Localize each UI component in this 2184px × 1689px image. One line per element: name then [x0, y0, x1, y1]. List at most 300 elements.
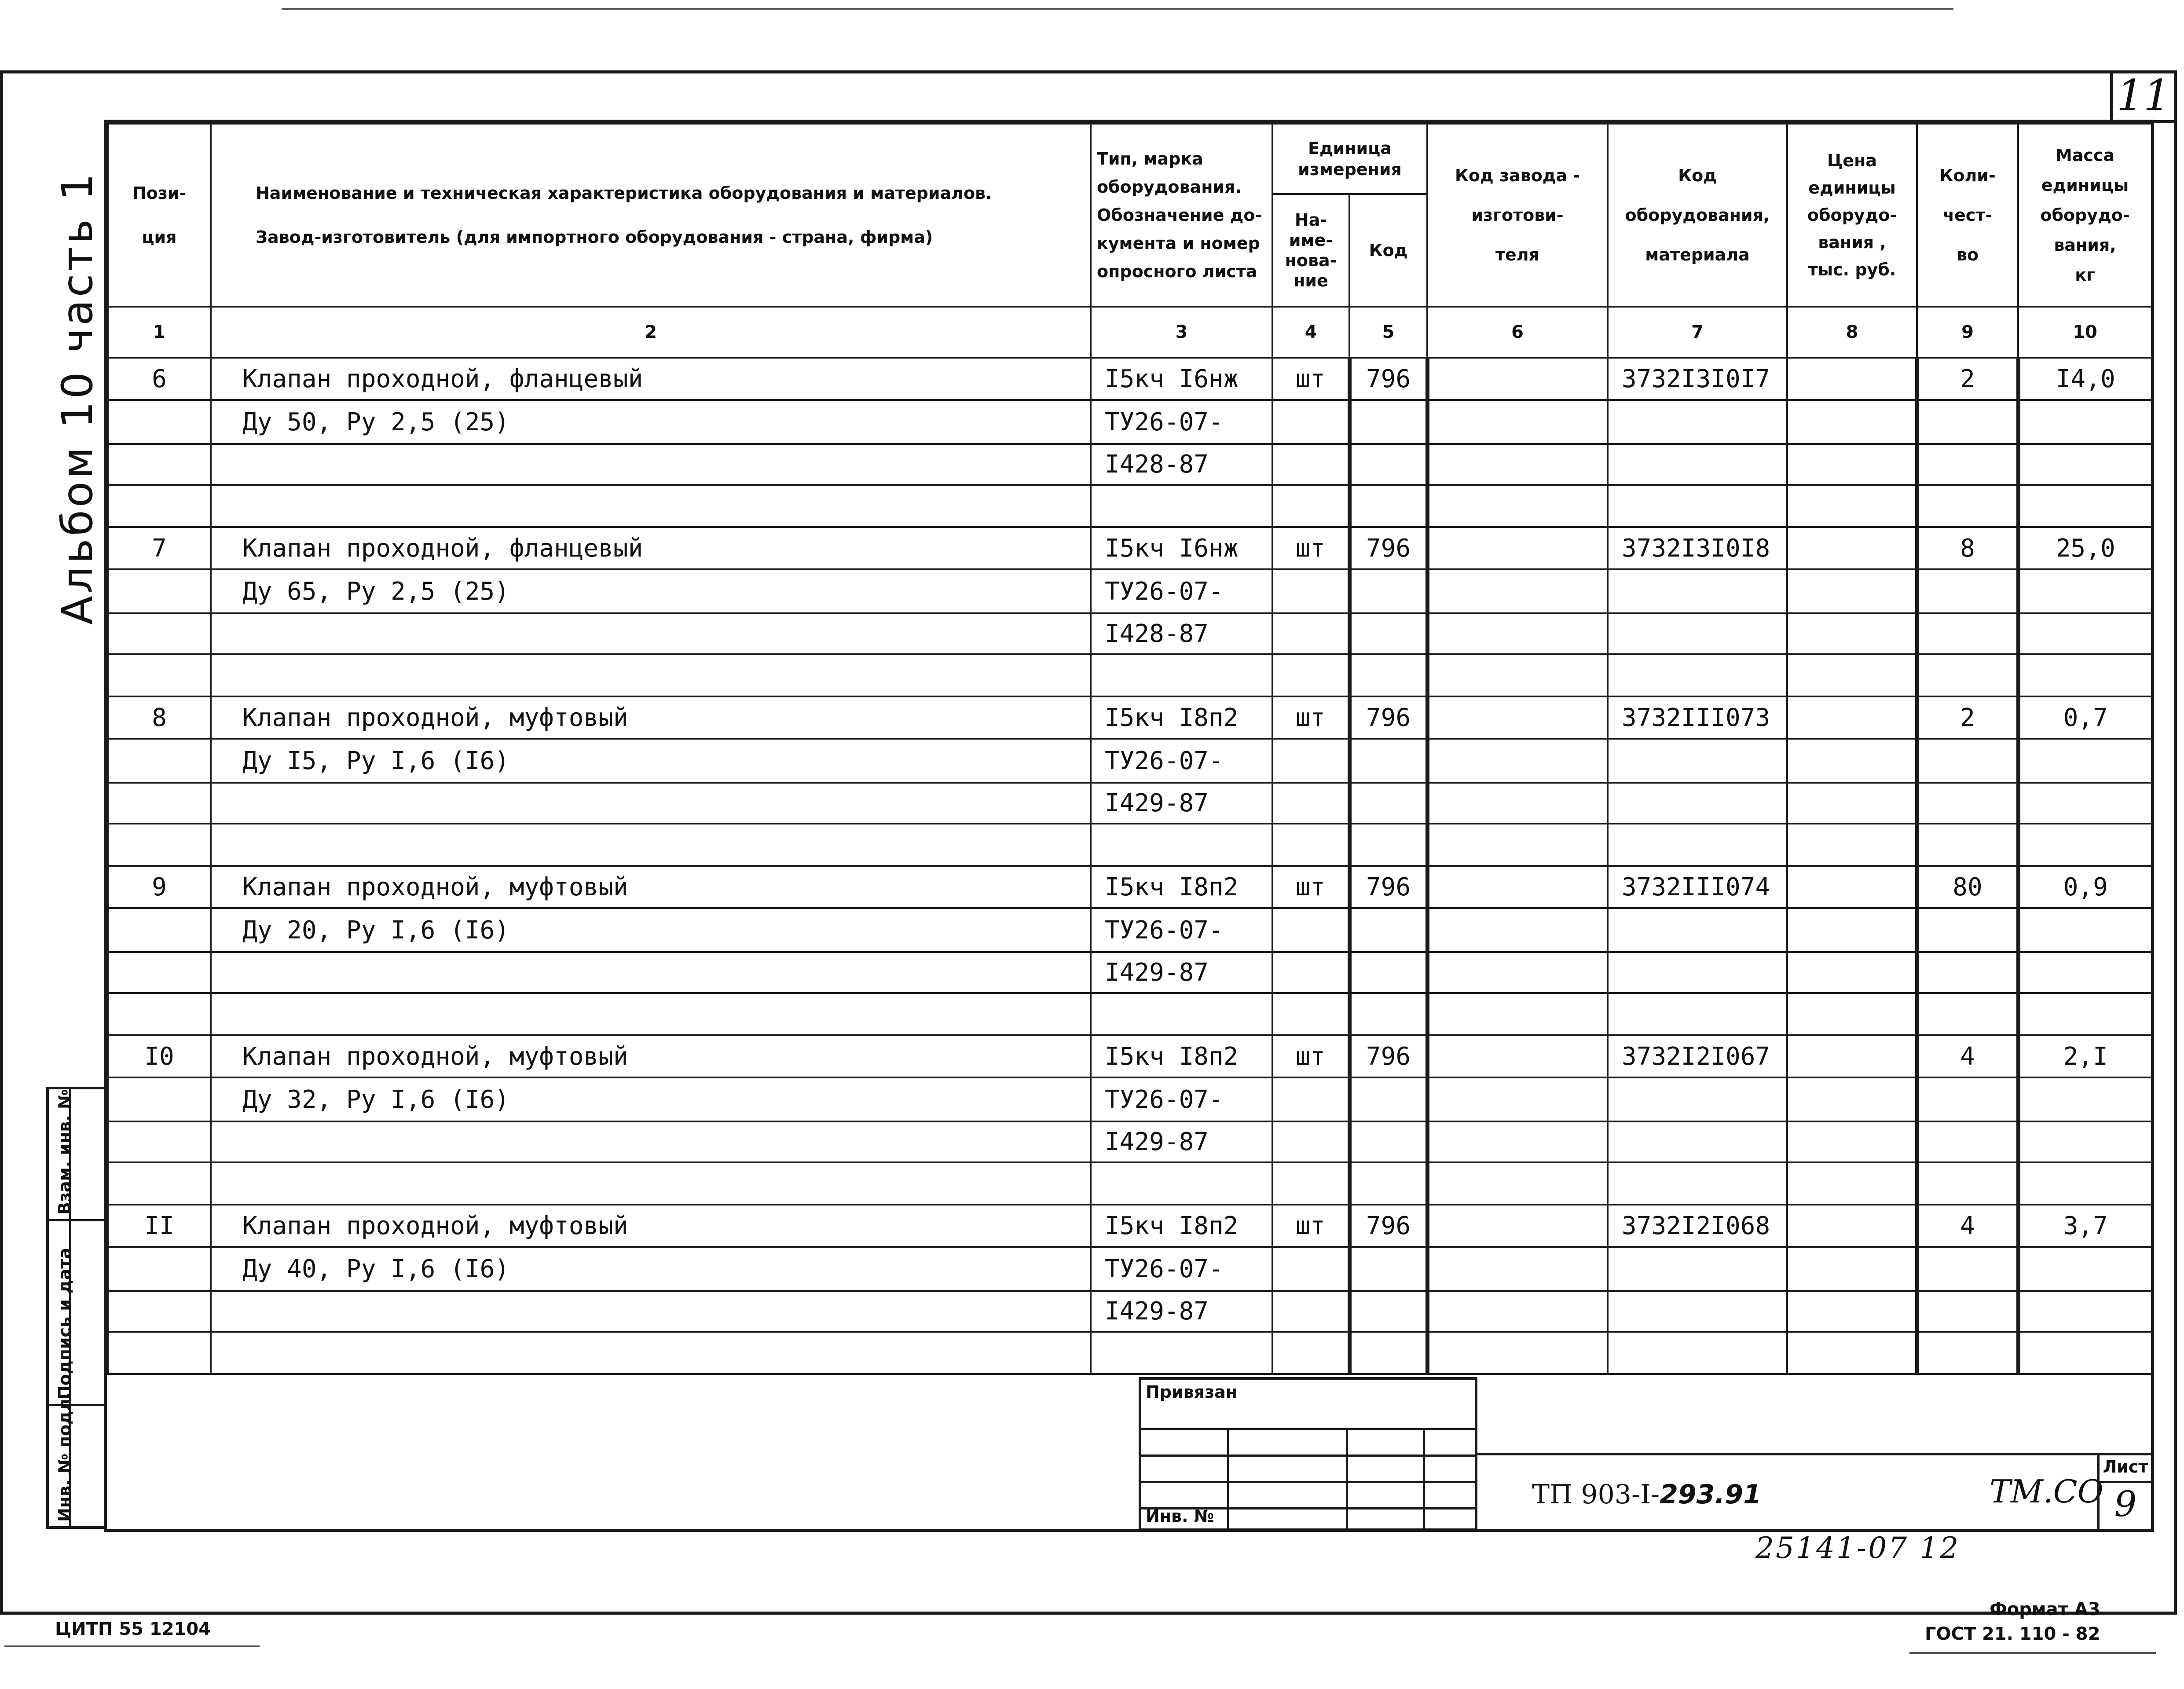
equipment-code-cell	[1608, 400, 1787, 444]
handwritten-note: 25141-07 12	[1755, 1531, 1960, 1565]
item-spec-cell: Ду 50, Ру 2,5 (25)	[211, 400, 1091, 444]
header-name: Наименование и техническая характеристика оборудования и материалов. Завод-изготовитель (для импортного оборудования - страна, фирма)	[211, 124, 1091, 307]
item-spec-cell: Ду I5, Ру I,6 (I6)	[211, 739, 1091, 783]
position-cell	[108, 654, 211, 696]
equipment-code-cell	[1608, 485, 1787, 527]
plant-code-cell	[1427, 866, 1608, 908]
plant-code-cell	[1427, 400, 1608, 444]
item-spec-cell: Ду 20, Ру I,6 (I6)	[211, 908, 1091, 952]
unit-name-cell	[1272, 952, 1349, 993]
bottom-edge-line	[1909, 1652, 2156, 1654]
column-number: 9	[1917, 307, 2018, 358]
item-name-cell	[211, 1291, 1091, 1332]
binding-divider	[1423, 1428, 1425, 1528]
album-caption: Альбом 10 часть 1	[53, 171, 102, 625]
equipment-code-cell	[1608, 824, 1787, 866]
format-label: Формат А3	[1990, 1599, 2100, 1619]
unit-code-cell	[1349, 783, 1427, 824]
table-row	[108, 1121, 2152, 1162]
position-cell: 9	[108, 866, 211, 908]
unit-name-cell	[1272, 444, 1349, 485]
table-row	[108, 613, 2152, 654]
item-name-cell: Клапан проходной, фланцевый	[211, 527, 1091, 569]
quantity-cell: 2	[1917, 696, 2018, 739]
column-number: 10	[2018, 307, 2152, 358]
quantity-cell	[1917, 783, 2018, 824]
equipment-code-cell: 3732I3I0I8	[1608, 527, 1787, 569]
equipment-code-cell: 3732I3I0I7	[1608, 358, 1787, 400]
stamp-label-replace: Взам. инв. №	[55, 1089, 74, 1215]
mass-cell	[2018, 613, 2152, 654]
table-row	[108, 485, 2152, 527]
item-name-cell: Клапан проходной, муфтовый	[211, 1035, 1091, 1077]
column-number: 5	[1349, 307, 1427, 358]
table-row	[108, 783, 2152, 824]
unit-name-cell: шт	[1272, 1205, 1349, 1247]
price-cell	[1787, 908, 1917, 952]
unit-code-cell	[1349, 1332, 1427, 1374]
item-doc-cell: ТУ26-07-	[1091, 400, 1272, 444]
equipment-code-cell	[1608, 1247, 1787, 1291]
table-row	[108, 358, 2152, 400]
item-name-cell	[211, 952, 1091, 993]
position-cell	[108, 569, 211, 613]
unit-name-cell	[1272, 400, 1349, 444]
header-price: Цена единицы оборудо- вания , тыс. руб.	[1787, 124, 1917, 307]
item-doc-cell	[1091, 654, 1272, 696]
quantity-cell	[1917, 1291, 2018, 1332]
unit-code-cell	[1349, 613, 1427, 654]
plant-code-cell	[1427, 485, 1608, 527]
equipment-code-cell	[1608, 1162, 1787, 1205]
position-cell: II	[108, 1205, 211, 1247]
unit-code-cell	[1349, 654, 1427, 696]
quantity-cell	[1917, 485, 2018, 527]
table-row	[108, 993, 2152, 1035]
plant-code-cell	[1427, 1291, 1608, 1332]
unit-code-cell	[1349, 1162, 1427, 1205]
table-row	[108, 1077, 2152, 1121]
document-suffix: ТМ.СО	[1990, 1473, 2103, 1510]
binding-title: Привязан	[1146, 1382, 1238, 1402]
sheet-label: Лист	[2100, 1453, 2151, 1483]
unit-name-cell	[1272, 613, 1349, 654]
header-plant-code: Код завода - изготови- теля	[1427, 124, 1608, 307]
item-name-cell	[211, 783, 1091, 824]
price-cell	[1787, 400, 1917, 444]
document-prefix: ТП 903-I-	[1532, 1479, 1660, 1510]
equipment-code-cell	[1608, 783, 1787, 824]
binding-divider	[1227, 1428, 1229, 1528]
header-type: Тип, марка оборудования. Обозначение до- кумента и номер опросного листа	[1091, 124, 1272, 307]
price-cell	[1787, 485, 1917, 527]
item-doc-cell: I429-87	[1091, 952, 1272, 993]
item-doc-cell: ТУ26-07-	[1091, 1247, 1272, 1291]
item-doc-cell: I428-87	[1091, 613, 1272, 654]
equipment-code-cell: 3732I2I067	[1608, 1035, 1787, 1077]
price-cell	[1787, 1162, 1917, 1205]
table-row	[108, 1162, 2152, 1205]
quantity-cell	[1917, 824, 2018, 866]
quantity-cell	[1917, 1162, 2018, 1205]
plant-code-cell	[1427, 1247, 1608, 1291]
price-cell	[1787, 527, 1917, 569]
position-cell: I0	[108, 1035, 211, 1077]
quantity-cell	[1917, 569, 2018, 613]
position-cell	[108, 400, 211, 444]
unit-code-cell	[1349, 400, 1427, 444]
table-row	[108, 1332, 2152, 1374]
mass-cell	[2018, 1291, 2152, 1332]
header-unit-group: Единица измерения	[1272, 124, 1427, 194]
table-row	[108, 654, 2152, 696]
table-row	[108, 739, 2152, 783]
unit-name-cell	[1272, 783, 1349, 824]
position-cell	[108, 783, 211, 824]
equipment-code-cell	[1608, 654, 1787, 696]
unit-code-cell	[1349, 444, 1427, 485]
mass-cell	[2018, 485, 2152, 527]
plant-code-cell	[1427, 824, 1608, 866]
item-type-cell: I5кч I6нж	[1091, 358, 1272, 400]
mass-cell	[2018, 1247, 2152, 1291]
plant-code-cell	[1427, 739, 1608, 783]
unit-name-cell	[1272, 485, 1349, 527]
price-cell	[1787, 783, 1917, 824]
item-name-cell	[211, 654, 1091, 696]
mass-cell	[2018, 783, 2152, 824]
quantity-cell	[1917, 400, 2018, 444]
item-spec-cell: Ду 65, Ру 2,5 (25)	[211, 569, 1091, 613]
equipment-code-cell	[1608, 1077, 1787, 1121]
plant-code-cell	[1427, 1332, 1608, 1374]
top-edge-line	[282, 8, 1953, 10]
item-type-cell: I5кч I8п2	[1091, 866, 1272, 908]
bottom-edge-line	[4, 1645, 260, 1647]
position-cell	[108, 952, 211, 993]
position-cell	[108, 824, 211, 866]
plant-code-cell	[1427, 1035, 1608, 1077]
item-name-cell: Клапан проходной, муфтовый	[211, 1205, 1091, 1247]
price-cell	[1787, 952, 1917, 993]
item-doc-cell: ТУ26-07-	[1091, 739, 1272, 783]
price-cell	[1787, 1332, 1917, 1374]
price-cell	[1787, 993, 1917, 1035]
table-row	[108, 696, 2152, 739]
plant-code-cell	[1427, 444, 1608, 485]
table-row	[108, 866, 2152, 908]
mass-cell	[2018, 1077, 2152, 1121]
header-position: Пози- ция	[108, 124, 211, 307]
position-cell	[108, 739, 211, 783]
position-cell	[108, 1247, 211, 1291]
unit-name-cell	[1272, 739, 1349, 783]
header-mass: Масса единицы оборудо- вания, кг	[2018, 124, 2152, 307]
mass-cell	[2018, 739, 2152, 783]
quantity-cell: 8	[1917, 527, 2018, 569]
item-doc-cell	[1091, 824, 1272, 866]
binding-inventory: Инв. №	[1146, 1506, 1214, 1526]
sheet-box	[2097, 1453, 2151, 1531]
table-row	[108, 952, 2152, 993]
unit-name-cell	[1272, 1162, 1349, 1205]
mass-cell	[2018, 908, 2152, 952]
item-name-cell: Клапан проходной, муфтовый	[211, 696, 1091, 739]
quantity-cell	[1917, 908, 2018, 952]
item-name-cell	[211, 1332, 1091, 1374]
unit-name-cell	[1272, 1291, 1349, 1332]
item-name-cell	[211, 1121, 1091, 1162]
table-row	[108, 1035, 2152, 1077]
mass-cell	[2018, 993, 2152, 1035]
unit-code-cell	[1349, 908, 1427, 952]
plant-code-cell	[1427, 908, 1608, 952]
price-cell	[1787, 696, 1917, 739]
item-doc-cell: I429-87	[1091, 783, 1272, 824]
equipment-code-cell	[1608, 993, 1787, 1035]
price-cell	[1787, 1035, 1917, 1077]
item-doc-cell	[1091, 993, 1272, 1035]
plant-code-cell	[1427, 1077, 1608, 1121]
quantity-cell	[1917, 654, 2018, 696]
item-type-cell: I5кч I6нж	[1091, 527, 1272, 569]
equipment-code-cell	[1608, 613, 1787, 654]
stamp-label-inventory: Инв. № подл.	[55, 1392, 74, 1522]
item-spec-cell: Ду 40, Ру I,6 (I6)	[211, 1247, 1091, 1291]
unit-code-cell: 796	[1349, 1205, 1427, 1247]
item-name-cell	[211, 485, 1091, 527]
price-cell	[1787, 569, 1917, 613]
equipment-code-cell	[1608, 444, 1787, 485]
mass-cell	[2018, 824, 2152, 866]
unit-name-cell	[1272, 993, 1349, 1035]
unit-code-cell: 796	[1349, 358, 1427, 400]
price-cell	[1787, 444, 1917, 485]
quantity-cell	[1917, 1077, 2018, 1121]
sheet-corner-number: 11	[2110, 70, 2174, 123]
price-cell	[1787, 1077, 1917, 1121]
unit-code-cell	[1349, 1121, 1427, 1162]
column-number: 3	[1091, 307, 1272, 358]
stamp-label-signature: Подпись и дата	[55, 1247, 74, 1400]
column-number: 6	[1427, 307, 1608, 358]
item-doc-cell: I428-87	[1091, 444, 1272, 485]
sheet-value: 9	[2114, 1484, 2137, 1524]
position-cell	[108, 1162, 211, 1205]
item-name-cell	[211, 444, 1091, 485]
equipment-code-cell	[1608, 569, 1787, 613]
mass-cell: 0,9	[2018, 866, 2152, 908]
position-cell	[108, 1121, 211, 1162]
position-cell	[108, 908, 211, 952]
footer-right	[1925, 1597, 2100, 1646]
mass-cell: 3,7	[2018, 1205, 2152, 1247]
table-row	[108, 400, 2152, 444]
price-cell	[1787, 654, 1917, 696]
item-doc-cell	[1091, 1332, 1272, 1374]
quantity-cell: 80	[1917, 866, 2018, 908]
unit-code-cell	[1349, 1291, 1427, 1332]
unit-name-cell	[1272, 1247, 1349, 1291]
column-number: 2	[211, 307, 1091, 358]
position-cell	[108, 1332, 211, 1374]
mass-cell	[2018, 400, 2152, 444]
gost-label: ГОСТ 21. 110 - 82	[1925, 1624, 2100, 1644]
quantity-cell	[1917, 952, 2018, 993]
mass-cell	[2018, 952, 2152, 993]
position-cell: 8	[108, 696, 211, 739]
mass-cell	[2018, 444, 2152, 485]
unit-name-cell	[1272, 569, 1349, 613]
item-doc-cell: I429-87	[1091, 1121, 1272, 1162]
unit-name-cell: шт	[1272, 696, 1349, 739]
equipment-code-cell	[1608, 739, 1787, 783]
document-number: 293.91	[1660, 1479, 1762, 1510]
mass-cell: I4,0	[2018, 358, 2152, 400]
unit-name-cell: шт	[1272, 527, 1349, 569]
item-type-cell: I5кч I8п2	[1091, 696, 1272, 739]
unit-code-cell	[1349, 569, 1427, 613]
document-code	[1532, 1479, 1762, 1510]
position-cell	[108, 444, 211, 485]
plant-code-cell	[1427, 527, 1608, 569]
table-row	[108, 1291, 2152, 1332]
table-row	[108, 908, 2152, 952]
equipment-code-cell	[1608, 1121, 1787, 1162]
unit-code-cell	[1349, 1247, 1427, 1291]
side-stamp	[46, 1087, 107, 1529]
unit-code-cell	[1349, 952, 1427, 993]
item-name-cell	[211, 1162, 1091, 1205]
unit-code-cell	[1349, 1077, 1427, 1121]
item-name-cell	[211, 824, 1091, 866]
unit-code-cell: 796	[1349, 527, 1427, 569]
unit-name-cell	[1272, 908, 1349, 952]
item-doc-cell	[1091, 1162, 1272, 1205]
unit-name-cell: шт	[1272, 1035, 1349, 1077]
item-name-cell: Клапан проходной, фланцевый	[211, 358, 1091, 400]
specification-table	[107, 123, 2153, 1375]
unit-name-cell	[1272, 824, 1349, 866]
item-spec-cell: Ду 32, Ру I,6 (I6)	[211, 1077, 1091, 1121]
price-cell	[1787, 1205, 1917, 1247]
unit-code-cell	[1349, 993, 1427, 1035]
header-unit-code: Код	[1349, 194, 1427, 307]
quantity-cell	[1917, 444, 2018, 485]
price-cell	[1787, 1291, 1917, 1332]
item-doc-cell	[1091, 485, 1272, 527]
table-row	[108, 1247, 2152, 1291]
unit-code-cell: 796	[1349, 696, 1427, 739]
unit-name-cell	[1272, 1121, 1349, 1162]
mass-cell	[2018, 1121, 2152, 1162]
item-doc-cell: I429-87	[1091, 1291, 1272, 1332]
quantity-cell	[1917, 1247, 2018, 1291]
binding-stamp	[1139, 1377, 1477, 1531]
price-cell	[1787, 1121, 1917, 1162]
equipment-code-cell: 3732III074	[1608, 866, 1787, 908]
equipment-code-cell	[1608, 952, 1787, 993]
equipment-code-cell: 3732III073	[1608, 696, 1787, 739]
item-name-cell	[211, 613, 1091, 654]
quantity-cell	[1917, 1332, 2018, 1374]
mass-cell	[2018, 569, 2152, 613]
quantity-cell: 4	[1917, 1035, 2018, 1077]
stamp-cell-signature	[49, 1221, 104, 1406]
header-equipment-code: Код оборудования, материала	[1608, 124, 1787, 307]
position-cell	[108, 993, 211, 1035]
mass-cell: 25,0	[2018, 527, 2152, 569]
equipment-code-cell: 3732I2I068	[1608, 1205, 1787, 1247]
quantity-cell: 4	[1917, 1205, 2018, 1247]
stamp-cell-replace	[49, 1089, 104, 1221]
position-cell	[108, 485, 211, 527]
plant-code-cell	[1427, 696, 1608, 739]
equipment-code-cell	[1608, 1332, 1787, 1374]
price-cell	[1787, 613, 1917, 654]
mass-cell: 0,7	[2018, 696, 2152, 739]
unit-name-cell: шт	[1272, 866, 1349, 908]
equipment-code-cell	[1608, 908, 1787, 952]
footer-left: ЦИТП 55 12104	[55, 1619, 211, 1639]
unit-code-cell	[1349, 824, 1427, 866]
position-cell	[108, 1077, 211, 1121]
unit-code-cell: 796	[1349, 1035, 1427, 1077]
quantity-cell	[1917, 1121, 2018, 1162]
binding-divider	[1346, 1428, 1348, 1528]
table-row	[108, 527, 2152, 569]
plant-code-cell	[1427, 993, 1608, 1035]
item-type-cell: I5кч I8п2	[1091, 1205, 1272, 1247]
column-number: 7	[1608, 307, 1787, 358]
item-doc-cell: ТУ26-07-	[1091, 1077, 1272, 1121]
item-type-cell: I5кч I8п2	[1091, 1035, 1272, 1077]
item-doc-cell: ТУ26-07-	[1091, 908, 1272, 952]
price-cell	[1787, 866, 1917, 908]
plant-code-cell	[1427, 1162, 1608, 1205]
column-number: 8	[1787, 307, 1917, 358]
header-unit-name: На- име- нова- ние	[1272, 194, 1349, 307]
unit-code-cell: 796	[1349, 866, 1427, 908]
price-cell	[1787, 358, 1917, 400]
plant-code-cell	[1427, 613, 1608, 654]
column-number: 1	[108, 307, 211, 358]
plant-code-cell	[1427, 358, 1608, 400]
table-row	[108, 444, 2152, 485]
table-row	[108, 824, 2152, 866]
mass-cell	[2018, 654, 2152, 696]
unit-name-cell	[1272, 654, 1349, 696]
position-cell	[108, 1291, 211, 1332]
title-block	[1475, 1453, 2151, 1531]
item-name-cell	[211, 993, 1091, 1035]
unit-name-cell	[1272, 1332, 1349, 1374]
unit-name-cell: шт	[1272, 358, 1349, 400]
plant-code-cell	[1427, 1121, 1608, 1162]
column-number: 4	[1272, 307, 1349, 358]
position-cell: 7	[108, 527, 211, 569]
plant-code-cell	[1427, 783, 1608, 824]
plant-code-cell	[1427, 654, 1608, 696]
mass-cell: 2,I	[2018, 1035, 2152, 1077]
price-cell	[1787, 824, 1917, 866]
stamp-cell-inventory	[49, 1392, 104, 1526]
quantity-cell	[1917, 613, 2018, 654]
header-quantity: Коли- чест- во	[1917, 124, 2018, 307]
item-name-cell: Клапан проходной, муфтовый	[211, 866, 1091, 908]
price-cell	[1787, 1247, 1917, 1291]
plant-code-cell	[1427, 952, 1608, 993]
